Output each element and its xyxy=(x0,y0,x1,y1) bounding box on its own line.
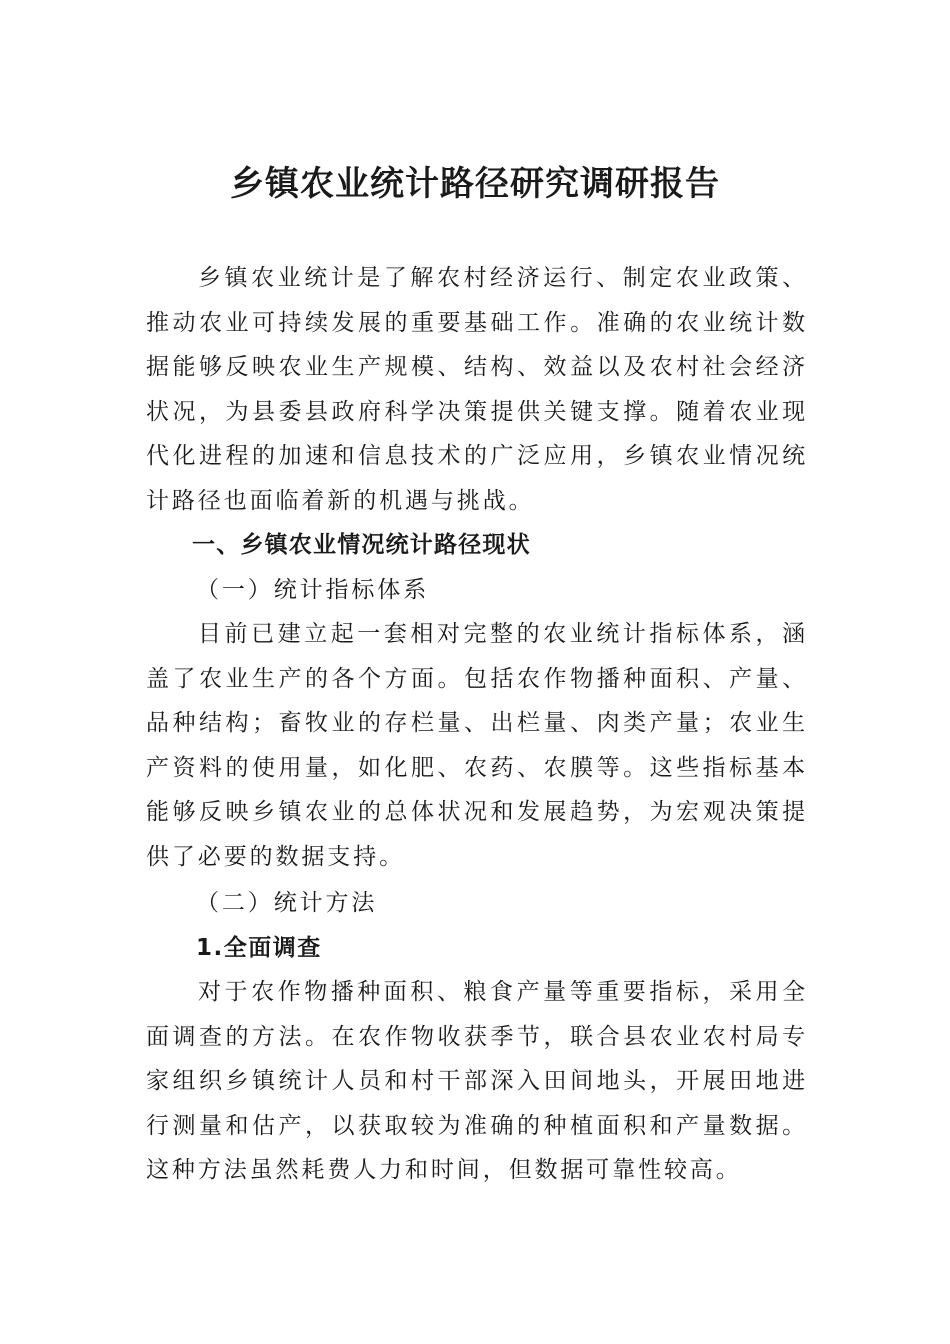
subsection-1-heading: （一）统计指标体系 xyxy=(196,576,430,603)
subsection-1-paragraph: 目前已建立起一套相对完整的农业统计指标体系，涵盖了农业生产的各个方面。包括农作物播种面积、产量、品种结构；畜牧业的存栏量、出栏量、肉类产量；农业生产资料的使用量，如化肥、农药、农膜等。这些指标基本能够反映乡镇农业的总体状况和发展趋势，为宏观决策提供了必要的数据支持。 xyxy=(146,621,808,870)
subsection-2-heading: （二）统计方法 xyxy=(196,890,378,916)
document-title: 乡镇农业统计路径研究调研报告 xyxy=(230,164,720,204)
document-body xyxy=(146,256,808,1193)
item-1-paragraph: 对于农作物播种面积、粮食产量等重要指标，采用全面调查的方法。在农作物收获季节，联合县农业农村局专家组织乡镇统计人员和村干部深入田间地头，开展田地进行测量和估产，以获取较为准确的种植面积和产量数据。这种方法虽然耗费人力和时间，但数据可靠性较高。 xyxy=(146,979,808,1183)
item-1-heading: 1.全面调查 xyxy=(196,934,322,961)
intro-paragraph: 乡镇农业统计是了解农村经济运行、制定农业政策、推动农业可持续发展的重要基础工作。准确的农业统计数据能够反映农业生产规模、结构、效益以及农村社会经济状况，为县委县政府科学决策提供关键支撑。随着农业现代化进程的加速和信息技术的广泛应用，乡镇农业情况统计路径也面临着新的机遇与挑战。 xyxy=(146,265,808,514)
section-1-heading: 一、乡镇农业情况统计路径现状 xyxy=(192,532,531,558)
